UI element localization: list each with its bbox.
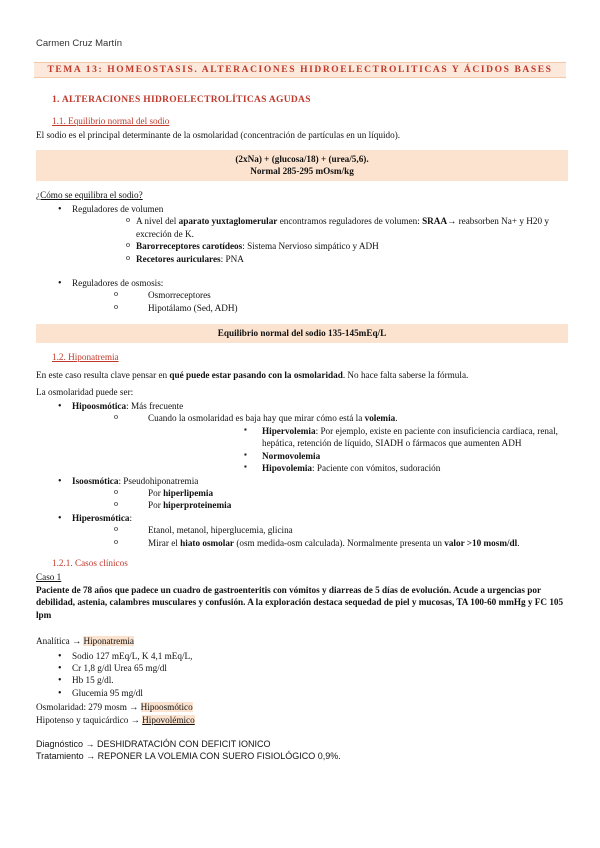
list-item: • Reguladores de osmosis: o Osmorreceptores o Hipotálamo (Sed, ADH): [36, 277, 568, 314]
document-title: TEMA 13: HOMEOSTASIS. ALTERACIONES HIDROELECTROLITICAS Y ÁCIDOS BASES: [34, 62, 566, 78]
list-item: • Hb 15 g/dl.: [36, 674, 568, 686]
list-item: o A nivel del aparato yuxtaglomerular encontramos reguladores de volumen: SRAA→ reabsorben Na+ y H20 y excreción de K.: [72, 215, 568, 240]
list-item: • Cr 1,8 g/dl Urea 65 mg/dl: [36, 662, 568, 674]
lab-list: [36, 650, 568, 700]
list-item: • Hipoosmótica: Más frecuente o Cuando la osmolaridad es baja hay que mirar cómo está la volemia. ▪ Hipervolemia: Por ejemplo, existe en paciente con insuficiencia cardiaca, renal, hepática, retención de líquido, SIADH o fármacos que aumenten ADH ▪ Normovolemia ▪ Hipovolemia: Paciente con vómitos, sudoración: [36, 400, 568, 475]
list-item: ▪ Hipervolemia: Por ejemplo, existe en paciente con insuficiencia cardiaca, renal, hepática, retención de líquido, SIADH o fármacos que aumenten ADH: [148, 425, 568, 450]
intro-paragraph: El sodio es el principal determinante de la osmolaridad (concentración de partículas en un líquido).: [36, 130, 401, 141]
hyponatremia-intro: En este caso resulta clave pensar en qué puede estar pasando con la osmolaridad. No hace falta saberse la fórmula.: [36, 370, 469, 381]
list-item: • Sodio 127 mEq/L, K 4,1 mEq/L,: [36, 650, 568, 662]
analitica-line: Analítica → Hiponatremia: [36, 636, 134, 647]
subsection-heading: 1.2.1. Casos clínicos: [52, 558, 128, 569]
list-item: ▪ Hipovolemia: Paciente con vómitos, sudoración: [148, 462, 568, 474]
list-item: o Por hiperlipemia: [72, 487, 568, 499]
document-body: [36, 90, 568, 762]
list-item: o Por hiperproteinemia: [72, 499, 568, 511]
list-item: o Recetores auriculares: PNA: [72, 253, 568, 265]
case-description: Paciente de 78 años que padece un cuadro de gastroenteritis con vómitos y diarreas de 5 días de evolución. Acude a urgencias por debilidad, astenia, calambres musculares y confusión. A la exploración destaca sequedad de piel y mucosas, TA 100-60 mmHg y FC 105 lpm: [36, 584, 564, 620]
volume-list: [36, 203, 568, 265]
list-item: ▪ Normovolemia: [148, 450, 568, 462]
author-name: Carmen Cruz Martín: [36, 38, 123, 49]
treatment-line: Tratamiento → REPONER LA VOLEMIA CON SUERO FISIOLÓGICO 0,9%.: [36, 751, 341, 762]
list-item: o Etanol, metanol, hiperglucemia, glicina: [72, 524, 568, 536]
formula-box: (2xNa) + (glucosa/18) + (urea/5,6). Normal 285-295 mOsm/kg: [36, 150, 568, 181]
question-text: ¿Cómo se equilibra el sodio?: [36, 189, 143, 200]
sodium-normal-box: Equilibrio normal del sodio 135-145mEq/L: [36, 324, 568, 342]
list-item: o Hipotálamo (Sed, ADH): [72, 302, 568, 314]
case-label: Caso 1: [36, 572, 62, 583]
list-item: o Barorreceptores carotídeos: Sistema Nervioso simpático y ADH: [72, 240, 568, 252]
list-item: • Reguladores de volumen o A nivel del aparato yuxtaglomerular encontramos reguladores de volumen: SRAA→ reabsorben Na+ y H20 y excreción de K. o Barorreceptores carotídeos: Sistema Nervioso simpático y ADH o Recetores auriculares: PNA: [36, 203, 568, 265]
list-item: • Glucemia 95 mg/dl: [36, 687, 568, 699]
subsection-heading: 1.1. Equilibrio normal del sodio: [52, 115, 170, 126]
osmolarity-line: Osmolaridad: 279 mosm → Hipoosmótico: [36, 702, 193, 713]
list-item: o Osmorreceptores: [72, 289, 568, 301]
list-item: o Mirar el hiato osmolar (osm medida-osm calculada). Normalmente presenta un valor >10 mosm/dl.: [72, 537, 568, 549]
list-item: • Isoosmótica: Pseudohiponatremia o Por hiperlipemia o Por hiperproteinemia: [36, 475, 568, 512]
osmolarity-intro: La osmolaridad puede ser:: [36, 386, 134, 397]
list-item: • Hiperosmótica: o Etanol, metanol, hiperglucemia, glicina o Mirar el hiato osmolar (osm medida-osm calculada). Normalmente presenta un valor >10 mosm/dl.: [36, 512, 568, 549]
section-heading: 1. ALTERACIONES HIDROELECTROLÍTICAS AGUDAS: [52, 95, 311, 105]
osmosis-list: [36, 277, 568, 314]
diagnosis-line: Diagnóstico → DESHIDRATACIÓN CON DEFICIT IONICO: [36, 739, 271, 750]
subsection-heading: 1.2. Hiponatremia: [52, 351, 119, 362]
list-item: o Cuando la osmolaridad es baja hay que mirar cómo está la volemia. ▪ Hipervolemia: Por ejemplo, existe en paciente con insuficiencia cardiaca, renal, hepática, retención de líquido, SIADH o fármacos que aumenten ADH ▪ Normovolemia ▪ Hipovolemia: Paciente con vómitos, sudoración: [72, 412, 568, 474]
hypotension-line: Hipotenso y taquicárdico → Hipovolémico: [36, 714, 195, 725]
osmolarity-list: [36, 400, 568, 549]
